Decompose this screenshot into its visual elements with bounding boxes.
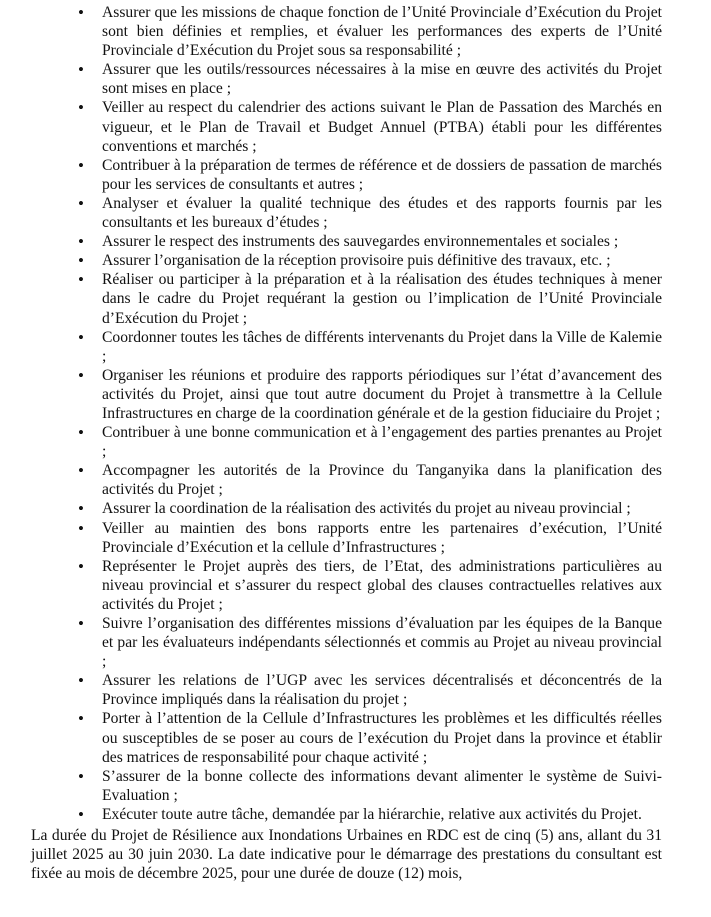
list-item: • Accompagner les autorités de la Province du Tanganyika dans la planification des activités du Projet ; — [31, 461, 662, 499]
list-item: • Assurer que les missions de chaque fonction de l’Unité Provinciale d’Exécution du Projet sont bien définies et remplies, et évaluer les performances des experts de l’Unité Provinciale d’Exécution du Projet sous sa responsabilité ; — [31, 3, 662, 60]
list-item: • Suivre l’organisation des différentes missions d’évaluation par les équipes de la Banque et par les évaluateurs indépendants sélectionnés et commis au Projet au niveau provincial ; — [31, 614, 662, 671]
list-item: • Assurer que les outils/ressources nécessaires à la mise en œuvre des activités du Projet sont mises en place ; — [31, 60, 662, 98]
list-item: • Exécuter toute autre tâche, demandée par la hiérarchie, relative aux activités du Projet. — [31, 805, 662, 824]
list-item: • Porter à l’attention de la Cellule d’Infrastructures les problèmes et les difficultés réelles ou susceptibles de se poser au cours de l’exécution du Projet dans la province et établir des matrices de responsabilité pour chaque activité ; — [31, 709, 662, 766]
list-item: • Réaliser ou participer à la préparation et à la réalisation des études techniques à mener dans le cadre du Projet requérant la gestion ou l’implication de l’Unité Provinciale d’Exécution du Projet ; — [31, 270, 662, 327]
list-item: • Assurer le respect des instruments des sauvegardes environnementales et sociales ; — [31, 232, 662, 251]
list-item: • Assurer l’organisation de la réception provisoire puis définitive des travaux, etc. ; — [31, 251, 662, 270]
list-item: • Organiser les réunions et produire des rapports périodiques sur l’état d’avancement des activités du Projet, ainsi que tout autre document du Projet à transmettre à la Cellule Infrastructures en charge de la coordination générale et de la gestion fiduciaire du Projet ; — [31, 366, 662, 423]
list-item: • Coordonner toutes les tâches de différents intervenants du Projet dans la Ville de Kalemie ; — [31, 328, 662, 366]
project-duration-paragraph: La durée du Projet de Résilience aux Inondations Urbaines en RDC est de cinq (5) ans, allant du 31 juillet 2025 au 30 juin 2030. La date indicative pour le démarrage des prestations du consultant est fixée au mois de décembre 2025, pour une durée de douze (12) mois, — [31, 827, 662, 883]
list-item: • Analyser et évaluer la qualité technique des études et des rapports fournis par les consultants et les bureaux d’études ; — [31, 194, 662, 232]
responsibilities-list — [31, 3, 662, 824]
list-item: • Assurer la coordination de la réalisation des activités du projet au niveau provincial ; — [31, 499, 662, 518]
list-item: • Veiller au maintien des bons rapports entre les partenaires d’exécution, l’Unité Provinciale d’Exécution et la cellule d’Infrastructures ; — [31, 519, 662, 557]
list-item: • S’assurer de la bonne collecte des informations devant alimenter le système de Suivi-Evaluation ; — [31, 767, 662, 805]
list-item: • Contribuer à une bonne communication et à l’engagement des parties prenantes au Projet ; — [31, 423, 662, 461]
list-item: • Veiller au respect du calendrier des actions suivant le Plan de Passation des Marchés en vigueur, et le Plan de Travail et Budget Annuel (PTBA) établi pour les différentes conventions et marchés ; — [31, 98, 662, 155]
list-item: • Contribuer à la préparation de termes de référence et de dossiers de passation de marchés pour les services de consultants et autres ; — [31, 156, 662, 194]
list-item: • Assurer les relations de l’UGP avec les services décentralisés et déconcentrés de la Province impliqués dans la réalisation du projet ; — [31, 671, 662, 709]
list-item: • Représenter le Projet auprès des tiers, de l’Etat, des administrations particulières au niveau provincial et s’assurer du respect global des clauses contractuelles relatives aux activités du Projet ; — [31, 557, 662, 614]
